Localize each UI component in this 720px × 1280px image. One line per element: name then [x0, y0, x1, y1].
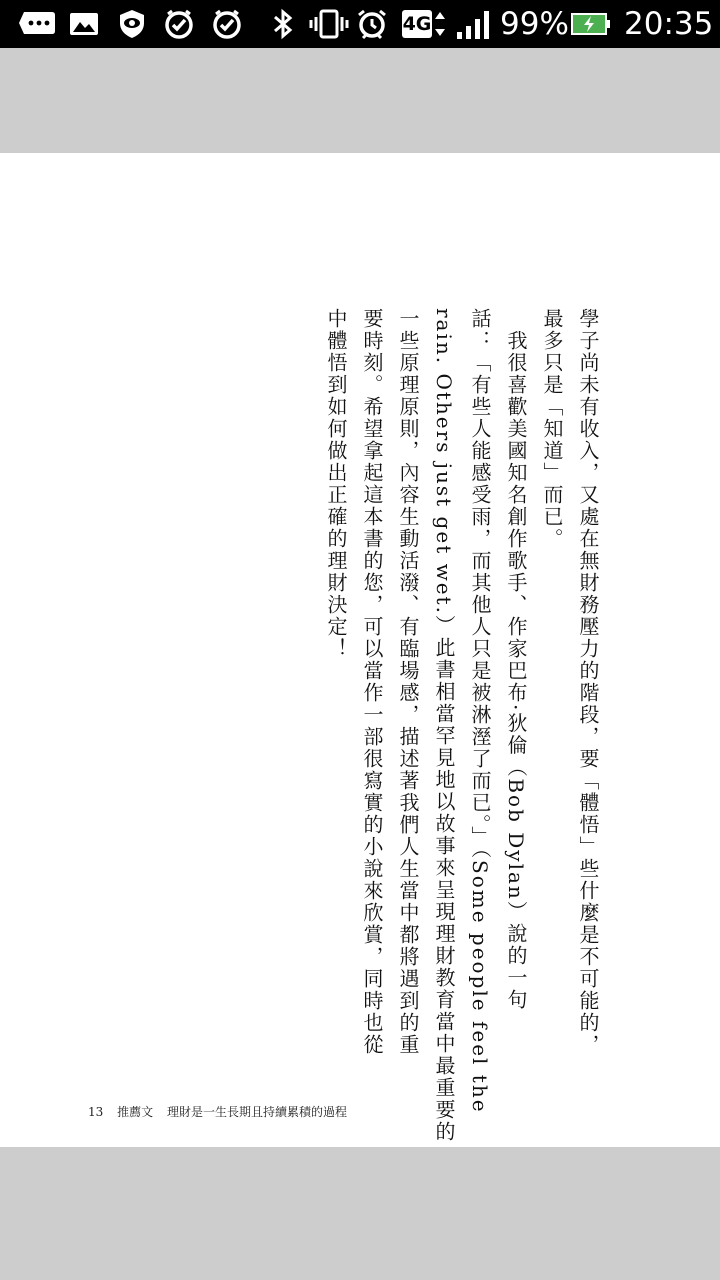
- vibrate-icon: [308, 8, 350, 40]
- text-line: 話：「有些人能感受雨，而其他人只是被淋溼了而已。」（Some people feel the: [468, 308, 492, 1114]
- footer-section: 推薦文: [117, 1105, 154, 1119]
- signal-icon: [456, 8, 492, 40]
- battery-charging-icon: [570, 8, 612, 40]
- bottom-margin: [0, 1147, 720, 1280]
- data-arrows-icon: [434, 8, 446, 40]
- image-icon: [68, 8, 100, 40]
- text-line: 中體悟到如何做出正確的理財決定！: [324, 308, 348, 660]
- eye-icon: [116, 8, 148, 40]
- top-margin: [0, 48, 720, 153]
- status-bar: [0, 0, 720, 48]
- footer-title: 理財是一生長期且持續累積的過程: [166, 1105, 347, 1119]
- battery-percent: 99%: [500, 6, 569, 42]
- clock-time: 20:35: [624, 6, 714, 42]
- more-icon: [18, 8, 56, 40]
- text-line: 我很喜歡美國知名創作歌手、作家巴布·狄倫（Bob Dylan）說的一句: [504, 308, 528, 1011]
- book-page: [0, 153, 720, 1147]
- alarm-icon: [354, 8, 390, 40]
- page-footer: [88, 1103, 357, 1120]
- text-line: 學子尚未有收入，又處在無財務壓力的階段，要「體悟」些什麼是不可能的，: [576, 308, 600, 1056]
- text-line: rain. Others just get wet.）此書相當罕見地以故事來呈現理財教育當中最重要的: [432, 308, 456, 1143]
- page-number: 13: [88, 1105, 104, 1119]
- text-line: 最多只是「知道」而已。: [540, 308, 564, 550]
- text-line: 要時刻。希望拿起這本書的您，可以當作一部很寫實的小說來欣賞，同時也從: [360, 308, 384, 1056]
- bluetooth-icon: [270, 8, 296, 40]
- clock-check-icon: [162, 8, 196, 40]
- clock-check-icon: [210, 8, 244, 40]
- network-4g-icon: 4G: [402, 10, 432, 38]
- text-line: 一些原理原則，內容生動活潑、有臨場感，描述著我們人生當中都將遇到的重: [396, 308, 420, 1056]
